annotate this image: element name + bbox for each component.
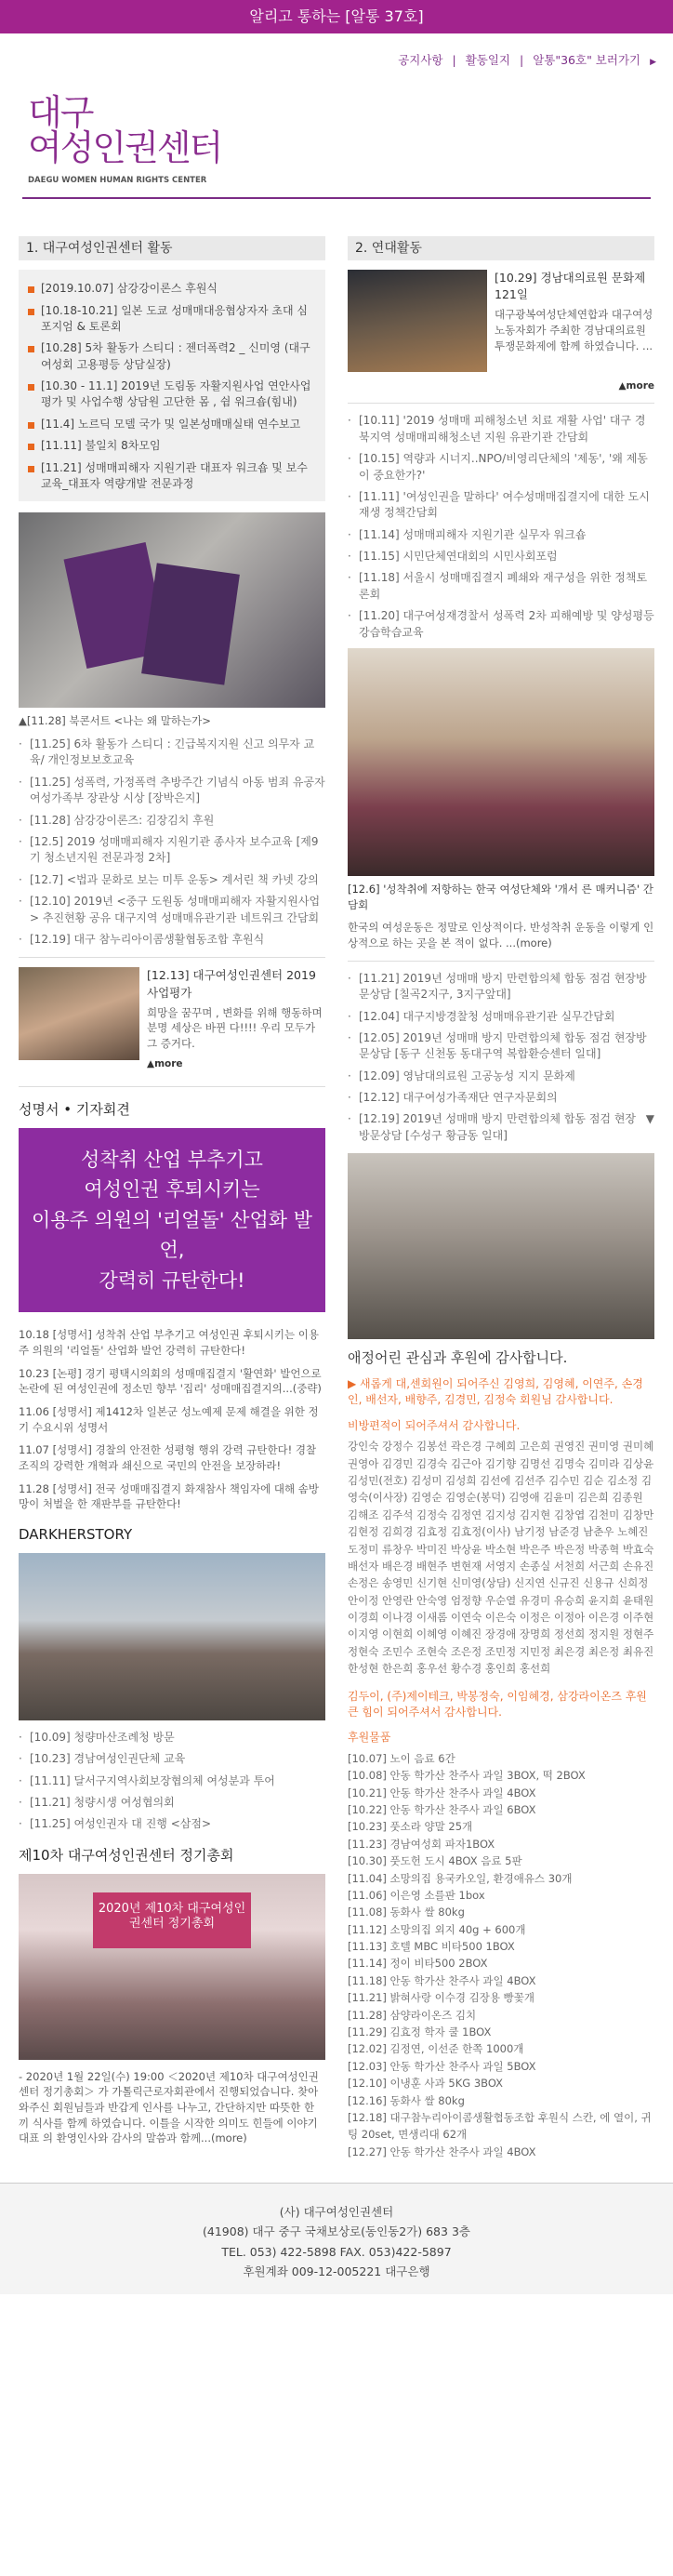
assembly-photo[interactable] — [19, 1874, 325, 2060]
statement-item[interactable]: 11.07 [성명서] 경찰의 안전한 성평형 행위 강력 규탄한다! 경찰 조직의 강력한 개혁과 쇄신으로 국민의 안전을 보장하라! — [19, 1443, 317, 1473]
bullet-icon — [28, 384, 34, 391]
list-item[interactable]: · [10.11] '2019 성매매 피해청소년 치료 재활 사업' 대구 경북지역 성매매피해청소년 지원 유관기관 간담회 — [348, 414, 646, 444]
divider — [348, 961, 654, 962]
top-nav: 공지사항 | 활동일지 | 알통"36호" 보러가기 ▶ — [398, 53, 656, 67]
list-item: [12.10] 이냉훈 사과 5KG 3BOX — [348, 2077, 504, 2091]
news-item-hospital-culture[interactable]: [10.29] 경남대의료원 문화제 121일 대구광복여성단체연합과 대구여성노동자회가 주최한 경남대의료원 투쟁문화제에 함께 하였습니다. ... — [348, 270, 654, 372]
list-item[interactable]: · [11.18] 서울시 성매매집결지 폐쇄와 재구성을 위한 정책토론회 — [348, 571, 648, 601]
list-item: [12.18] 대구참누리아이콤생활협동조합 후원식 스칸, 에 열이, 귀팅 20set, 면생리대 62개 — [348, 2111, 652, 2142]
list-item[interactable]: · [10.09] 청량마산조례청 방문 — [19, 1730, 175, 1744]
divider — [19, 957, 325, 958]
company-thanks: 김두이, (주)제이테크, 박봉정숙, 이임혜경, 삼강라이온즈 후원 큰 힘이 되어주셔서 감사합니다. — [348, 1689, 647, 1720]
section-center-activities-header: 1. 대구여성인권센터 활동 — [19, 236, 325, 260]
list-item: [11.08] 동화사 쌀 80kg — [348, 1905, 465, 1919]
list-item: [11.12] 소망의집 외지 40g + 600개 — [348, 1922, 526, 1936]
evaluation-photo — [19, 967, 139, 1060]
list-item: [11.13] 호텔 MBC 비타500 1BOX — [348, 1940, 515, 1954]
list-item: [12.02] 김정연, 이선준 한쪽 1000개 — [348, 2042, 524, 2056]
list-item: [11.23] 경남여성회 파자1BOX — [348, 1837, 495, 1851]
photo-caption: [12.6] '성착취에 저항하는 한국 여성단체와 '개서 른 매커니즘' 간담회 — [348, 883, 653, 911]
list-item: [10.07] 노이 음료 6간 — [348, 1751, 455, 1765]
list-item[interactable]: · [11.11] 달서구지역사회보장협의체 여성분과 투어 — [19, 1773, 275, 1787]
list-item[interactable]: · [11.28] 삼강강이론즈: 김장김치 후원 — [19, 813, 215, 827]
divider — [348, 403, 654, 404]
darkherstory-header: DARKHERSTORY — [19, 1526, 133, 1544]
list-item[interactable]: [11.4] 노르딕 모델 국가 및 일본성매매실태 연수보고 — [28, 417, 316, 432]
list-item[interactable]: · [12.7] <법과 문화로 보는 미투 운동> 계서린 책 카넷 강의 — [19, 872, 319, 886]
list-item[interactable]: · [10.23] 경남여성인권단체 교육 — [19, 1752, 186, 1766]
assembly-description: - 2020년 1월 22일(수) 19:00 ＜2020년 제10차 대구여성인권센터 정기총회＞ 가 가톨릭근로자회관에서 진행되었습니다. 찾아와주신 회원님들과 반갑게 인사를 나누고, 간단하지만 따뜻한 한 끼 식사를 함께 하였습니다. 이틀을 시작한 의미도 힌들에 이야기 대표 의 환영인사와 감사의 말씀과 함께...(more) — [19, 2069, 319, 2145]
bullet-icon — [28, 286, 34, 293]
donated-goods-title: 후원물품 — [348, 1731, 391, 1745]
more-link[interactable]: ▲more — [147, 1057, 183, 1069]
arrow-right-icon: ▶ — [650, 58, 656, 67]
list-item: [12.03] 안동 학가산 찬주사 과일 5BOX — [348, 2059, 536, 2073]
list-item: [11.04] 소망의집 용국카오일, 환경애유스 30개 — [348, 1871, 573, 1885]
workshop-photo[interactable] — [348, 1153, 654, 1339]
list-item[interactable]: · [12.12] 대구여성가족재단 연구자문회의 — [348, 1091, 558, 1105]
list-item: [11.14] 정이 비타500 2BOX — [348, 1957, 488, 1971]
list-item: [12.16] 동화사 쌀 80kg — [348, 2093, 465, 2107]
list-item[interactable]: [10.28] 5차 활동가 스티디 : 젠더폭력2 _ 신미영 (대구여성회 고용평등 상담실장) — [28, 340, 316, 373]
meeting-group-photo[interactable] — [348, 648, 654, 876]
left-column — [19, 236, 325, 2160]
list-item[interactable]: · [12.10] 2019년 <중구 도원동 성매매피해자 자활지원사업> 추진현황 공유 대구지역 성매매유관기관 네트워크 간담회 — [19, 895, 321, 924]
bullet-icon — [28, 346, 34, 352]
darkherstory-list — [19, 1730, 325, 1833]
solidarity-list-2 — [348, 971, 654, 1145]
statements-list — [19, 1327, 325, 1512]
hospital-culture-photo — [348, 270, 487, 372]
logo-area — [0, 69, 673, 186]
book-shape — [141, 564, 240, 685]
nav-activity-link[interactable]: 활동일지 — [465, 53, 510, 67]
list-item[interactable]: · [11.11] '여성인권을 말하다' 여수성매매집결지에 대한 도시재생 정책간담회 — [348, 489, 650, 520]
statement-item[interactable]: 11.28 [성명서] 전국 성매매집결지 화재참사 책임자에 대해 솜방망이 처벌을 한 재판부를 규탄한다! — [19, 1481, 319, 1511]
statement-banner[interactable]: 성착취 산업 부추기고 여성인권 후퇴시키는 이용주 의원의 '리얼돌' 산업화 발언, 강력히 규탄한다! — [19, 1128, 325, 1313]
list-item: [11.28] 삼양라이온즈 김치 — [348, 2008, 477, 2022]
list-item: [11.18] 안동 학가산 찬주사 과일 4BOX — [348, 1973, 536, 1987]
center-activities-list-2 — [19, 737, 325, 948]
list-item[interactable]: · [11.14] 성매매피해자 지원기관 실무자 워크숍 — [348, 527, 587, 541]
footer-org: (사) 대구여성인권센터 — [279, 2205, 394, 2220]
bullet-icon — [28, 309, 34, 315]
thanks-header: 애정어린 관심과 후원에 감사합니다. — [348, 1349, 568, 1367]
chevron-down-icon: ▼ — [645, 1112, 654, 1126]
list-item[interactable]: · [11.21] 2019년 성매매 방지 만련합의체 합동 점검 현장방문상담 [칠곡2지구, 3지구앞대] — [348, 971, 647, 1002]
list-item[interactable]: · [11.21] 청량시생 여성협의회 — [19, 1796, 175, 1809]
list-item[interactable]: · [11.20] 대구여성재경찰서 성폭력 2차 피해예방 및 양성평등강습학습교육 — [348, 609, 654, 639]
list-item[interactable]: · [12.04] 대구지방경찰청 성매매유관기관 실무간담회 — [348, 1009, 615, 1023]
new-members-thanks: ▶ 새롭게 대,센회원이 되어주신 김영희, 김영혜, 이연주, 손경인, 배선자, 배향주, 김경민, 김정숙 회원님 감사합니다. — [348, 1376, 643, 1407]
divider — [19, 1086, 325, 1087]
list-item[interactable]: · [12.09] 영남대의료원 고공농성 지지 문화제 — [348, 1069, 575, 1082]
list-item[interactable]: · [11.15] 시민단체연대회의 시민사회포럼 — [348, 550, 558, 564]
logo[interactable]: 대구 여성인권센터 — [28, 92, 222, 169]
list-item[interactable]: · [11.25] 6차 활동가 스티디 : 긴급복지지원 신고 의무자 교육/ 개인정보보호교육 — [19, 737, 315, 767]
list-item: [10.08] 안동 학가산 찬주사 과일 3BOX, 떡 2BOX — [348, 1769, 586, 1783]
right-column — [348, 236, 654, 2160]
list-item[interactable]: [11.11] 불일치 8차모임 — [28, 438, 316, 454]
more-link[interactable]: ▲more — [618, 380, 654, 392]
bullet-icon — [28, 422, 34, 429]
list-item[interactable]: [11.21] 성매매피해자 지원기관 대표자 워크숍 및 보수교육_대표자 역량개발 전문과정 — [28, 460, 316, 493]
footer-account: 후원계좌 009-12-005221 대구은행 — [243, 2264, 430, 2278]
statement-item[interactable]: 10.23 [논평] 경기 평택시의회의 성매매집결지 '활연화' 발언으로 논란에 된 여성인권에 정소민 향부 '집리' 성매매집결지의...(중략) — [19, 1366, 322, 1396]
regular-donors-list: 강인숙 강정수 김봉선 곽은경 구혜희 고은희 권영진 권미영 권미혜 권영아 김경민 김경숙 김근아 김기향 김명선 김명숙 김미라 김상윤 김성민(전호) 김성미 김성희 김선에 김선주 김수민 김순 김소정 김영숙(이사장) 김영순 김영순(봉덕) 김영애 김윤미 김은희 김종원 김해조 김주석 김정숙 김정연 김지성 김지현 김창엽 김천미 김창만 김현정 김희경 김효정 김효정(이사) 남기정 남준경 남춘우 노혜진 도정미 류창우 박미진 박상윤 박소현 박은주 박은정 박종혁 박효숙 배선자 배은경 배현주 변현재 서영지 손종실 서천희 서근희 손유진 손정은 송영민 신기현 신미영(상담) 신지연 신규진 신용규 신희정 안이정 안영란 안숙영 엄정향 우순열 유경미 유승희 윤지희 윤태원 이경희 이나경 이새롬 이연숙 이은숙 이정은 이정아 이은경 이주현 이지영 이현희 이혜영 이혜진 장경애 장명희 정선희 정지원 정현주 정현숙 조민수 조현숙 조은정 조민정 지민정 최은경 최은정 최유진 한성현 한은희 홍우선 황수경 홍인희 홍선희 — [348, 1440, 654, 1676]
list-item: [11.06] 이은영 소를판 1box — [348, 1888, 485, 1902]
nav-notice-link[interactable]: 공지사항 — [398, 53, 443, 67]
footer-contact: TEL. 053) 422-5898 FAX. 053)422-5897 — [221, 2244, 452, 2259]
donated-goods-list — [348, 1750, 654, 2160]
list-item[interactable]: · [11.25] 여성인권자 대 진행 <삼점> — [19, 1817, 212, 1831]
list-item[interactable]: · [12.19] 2019년 성매매 방지 만련합의체 합동 점검 현장방문상담 [수성구 황금동 일대] ▼ — [348, 1112, 654, 1142]
solidarity-list — [348, 413, 654, 641]
list-item[interactable]: · [12.05] 2019년 성매매 방지 만련합의체 합동 점검 현장방문상담 [동구 신천동 동대구역 복합환승센터 일대] — [348, 1030, 647, 1061]
book-concert-photo[interactable] — [19, 512, 325, 708]
list-item[interactable]: · [10.15] 역량과 시너지..NPO/비영리단체의 '제동', '왜 제동이 중요한가?' — [348, 452, 648, 482]
statement-item[interactable]: 11.06 [성명서] 제1412차 일본군 성노예제 문제 해결을 위한 정기 수요시위 성명서 — [19, 1405, 319, 1434]
bullet-icon — [28, 466, 34, 472]
center-activities-list — [19, 270, 325, 501]
regular-donors-title: 비방편적이 되어주셔서 감사합니다. — [348, 1418, 521, 1432]
list-item[interactable]: [10.30 - 11.1] 2019년 도림동 자활지원사업 연안사업평가 및 사업수행 상담원 고단한 몸 , 쉼 워크숍(힘내) — [28, 378, 316, 411]
photo-caption: ▲[11.28] 북콘서트 <나는 왜 말하는가> — [19, 714, 211, 728]
newsletter-title-bar — [0, 0, 673, 33]
footer — [0, 2183, 673, 2294]
photo-description: 한국의 여성운동은 정말로 인상적이다. 반성착취 운동을 이렇게 인상적으로 하는 곳을 본 적이 없다. ...(more) — [348, 921, 654, 950]
list-item[interactable]: · [12.5] 2019 성매매피해자 지원기관 종사자 보수교육 [제9기 청소년지원 전문과정 2차] — [19, 835, 319, 865]
nav-prev-issue-link[interactable]: 알통"36호" 보러가기 — [533, 53, 641, 67]
content-columns — [0, 236, 673, 2160]
assembly-header: 제10차 대구여성인권센터 정기총회 — [19, 1846, 234, 1864]
bullet-icon — [28, 444, 34, 450]
list-item: [10.22] 안동 학가산 찬주사 과일 6BOX — [348, 1802, 536, 1816]
darkherstory-photo[interactable] — [19, 1553, 325, 1720]
list-item: [11.21] 밝혀사랑 이수경 김장용 빵꽃개 — [348, 1991, 534, 2005]
list-item: [10.23] 풋소라 양말 25개 — [348, 1820, 473, 1834]
logo-english: DAEGU WOMEN HUMAN RIGHTS CENTER — [28, 176, 207, 186]
section-solidarity-header: 2. 연대활동 — [348, 236, 654, 260]
statement-item[interactable]: 10.18 [성명서] 성착취 산업 부추기고 여성인권 후퇴시키는 이용주 의원의 '리얼돌' 산업화 발언 강력히 규탄한다! — [19, 1328, 319, 1358]
statements-header: 성명서 • 기자회견 — [19, 1100, 130, 1118]
newsletter-title: 알리고 통하는 [알통 37호] — [249, 7, 424, 25]
list-item: [10.30] 풋도헌 도시 4BOX 음료 5판 — [348, 1854, 522, 1868]
header-divider — [22, 197, 651, 199]
list-item[interactable]: · [11.25] 성폭력, 가정폭력 추방주간 기념식 아동 범죄 유공자 여성가족부 장관상 시상 [장박은지] — [19, 775, 325, 805]
list-item[interactable]: [2019.10.07] 삼강강이론스 후원식 — [28, 281, 316, 297]
list-item[interactable]: · [12.19] 대구 참누리아이콤생활협동조합 후원식 — [19, 933, 265, 946]
footer-address: (41908) 대구 중구 국채보상로(동인동2가) 683 3층 — [203, 2224, 470, 2239]
list-item: [11.29] 김효정 학자 쿨 1BOX — [348, 2025, 492, 2039]
list-item[interactable]: [10.18-10.21] 일본 도쿄 성매매대응협상자자 초대 심포지엄 & 토론회 — [28, 303, 316, 336]
list-item: [12.27] 안동 학가산 찬주사 과일 4BOX — [348, 2144, 536, 2158]
list-item: [10.21] 안동 학가산 찬주사 과일 4BOX — [348, 1786, 536, 1799]
assembly-banner: 2020년 제10차 대구여성인권센터 정기총회 — [93, 1892, 251, 1948]
news-item-evaluation[interactable]: [12.13] 대구여성인권센터 2019 사업평가 희망을 꿈꾸며 , 변화를 위해 행동하며 분명 세상은 바뀐 다!!!! 우리 모두가 그 증거다. ▲more — [19, 967, 325, 1076]
